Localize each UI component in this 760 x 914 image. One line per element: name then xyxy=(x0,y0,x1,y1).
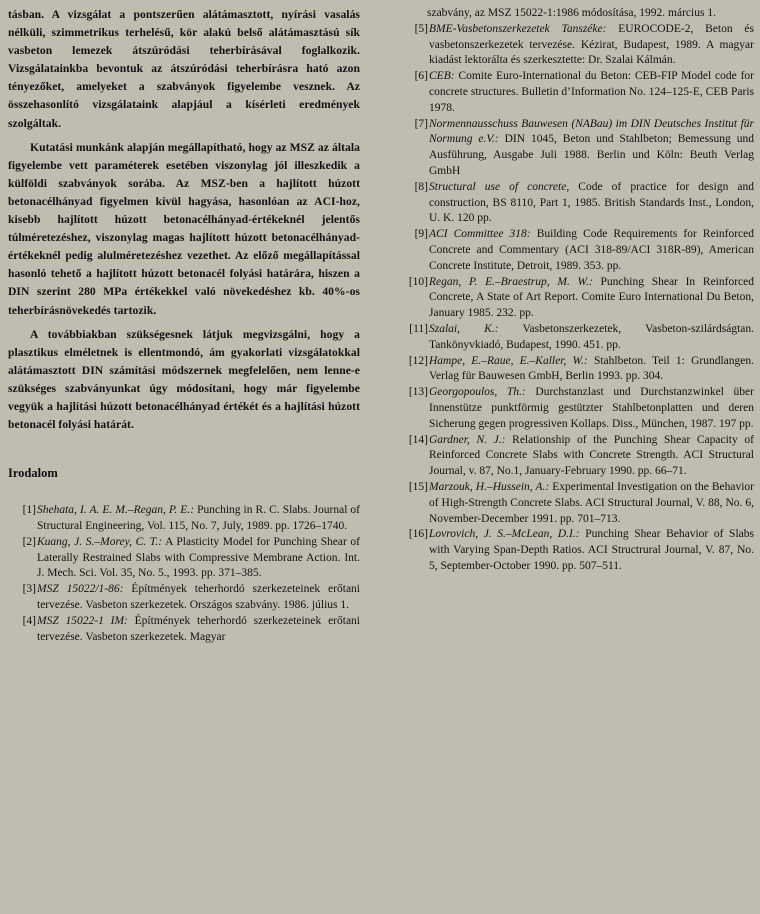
reference-continuation: szabvány, az MSZ 15022-1:1986 módosítása, 1992. március 1. xyxy=(427,7,716,19)
reference-item xyxy=(398,480,754,527)
reference-item xyxy=(398,322,754,354)
reference-number: [5] xyxy=(414,22,428,35)
right-column xyxy=(398,6,754,575)
reference-number: [7] xyxy=(414,117,428,130)
reference-number: [10] xyxy=(408,275,428,288)
reference-author: Gardner, N. J.: xyxy=(429,433,506,446)
reference-number: [2] xyxy=(22,535,36,548)
reference-item xyxy=(398,227,754,274)
reference-item xyxy=(8,614,360,646)
section-title: Irodalom xyxy=(8,466,58,481)
reference-number: [3] xyxy=(22,583,36,596)
reference-number: [15] xyxy=(408,480,428,493)
reference-number: [11] xyxy=(409,322,428,335)
reference-text: Building Code Requirements for Reinforced Concrete and Commentary (ACI 318-89/ACI 318R-89), American Concrete Institute, Detroit, 1989. 353. pp. xyxy=(429,228,754,272)
reference-text: Punching Shear Behavior of Slabs with Varying Span-Depth Ratios. ACI Structrural Journal, V. 87, No. 5, September-October 1990. pp. 507–511. xyxy=(429,528,754,572)
reference-list xyxy=(398,22,754,575)
reference-item xyxy=(398,22,754,69)
reference-author: MSZ 15022/1-86: xyxy=(37,583,124,596)
reference-item xyxy=(398,180,754,227)
reference-item xyxy=(398,69,754,116)
reference-number: [4] xyxy=(22,614,36,627)
reference-author: Georgopoulos, Th.: xyxy=(429,386,526,399)
reference-text: Stahlbeton. Teil 1: Grundlangen. Verlag für Bauwesen GmbH, Berlin 1993. pp. 304. xyxy=(429,354,754,383)
reference-number: [16] xyxy=(408,528,428,541)
reference-item xyxy=(8,582,360,614)
reference-item xyxy=(398,527,754,574)
reference-item xyxy=(398,275,754,322)
reference-author: BME-Vasbetonszerkezetek Tanszéke: xyxy=(429,22,607,35)
reference-text: Relationship of the Punching Shear Capacity of Reinforced Concrete Slabs with Concrete Strength. ACI Structural Journal, v. 87, No.1, January-February 1990. pp. 66–71. xyxy=(429,433,754,478)
reference-number: [14] xyxy=(408,433,428,446)
reference-author: Normennausschuss Bauwesen (NABau) im DIN Deutsches Institut für Normung e.V.: xyxy=(429,117,754,146)
reference-text: Építmények teherhordó szerkezeteinek erőtani tervezése. Vasbeton szerkezetek. Magyar xyxy=(37,614,361,643)
reference-author: Szalai, K.: xyxy=(429,322,499,335)
reference-number: [6] xyxy=(414,70,428,83)
reference-text: DIN 1045, Beton und Stahlbeton; Bemessung und Ausführung, Ausgabe Juli 1988. Berlin und Köln: Beuth Verlag GmbH xyxy=(429,133,754,177)
reference-text: EUROCODE-2, Beton és vasbetonszerkezetek tervezése. Kézirat, Budapest, 1989. A magyar kiadást lektorálta és szerkesztette: Dr. Szalai Kálmán. xyxy=(429,22,754,67)
reference-text: A Plasticity Model for Punching Shear of Laterally Restrained Slabs with Compressive Membrane Action. Int. J. Mech. Sci. Vol. 35, No. 5., 1993. pp. 371–385. xyxy=(37,535,360,580)
reference-text: Punching in R. C. Slabs. Journal of Structural Engineering, Vol. 115, No. 7, July, 1989. pp. 1726–1740. xyxy=(37,504,361,532)
reference-number: [12] xyxy=(408,354,428,367)
reference-author: ACI Committee 318: xyxy=(429,228,531,241)
body-paragraph: A továbbiakban szükségesnek látjuk megvizsgálni, hogy a plasztikus elméletnek is ellentmondó, ám gyakorlati vizsgálatokkal alátámasztott DIN számítási módszernek megfelelően, nem lenne-e szükséges szabványunkat úgy módosítani, hogy már figyelembe vegyük a hajlítási húzott betonacélhányad értékét és a hajlítási húzott betonacél folyási határát. xyxy=(8,327,360,432)
reference-item xyxy=(398,385,754,432)
reference-author: Kuang, J. S.–Morey, C. T.: xyxy=(37,535,163,548)
reference-author: Shehata, I. A. E. M.–Regan, P. E.: xyxy=(37,504,195,517)
reference-number: [9] xyxy=(414,228,428,241)
reference-number: [1] xyxy=(22,504,36,517)
reference-item xyxy=(398,117,754,180)
reference-text: Experimental Investigation on the Behavior of High-Strength Concrete Slabs. ACI Structural Journal, V. 88, No. 6, November-December 1991. pp. 701–713. xyxy=(429,480,754,525)
reference-author: MSZ 15022-1 IM: xyxy=(37,614,128,627)
reference-list xyxy=(8,503,360,645)
reference-item xyxy=(8,535,360,582)
reference-text: Durchstanzlast und Durchstanzwinkel über Innenstütze punktförmig gestützter Stahlbetonplatten und deren Sicherung gegen progressiven Kollaps. Diss., München, 1987. 197 pp. xyxy=(429,386,754,430)
body-paragraph: Kutatási munkánk alapján megállapítható, hogy az MSZ az általa figyelembe vett paraméterek esetében viszonylag jól illeszkedik a külföldi szabványok sorába. Az MSZ-ben a hajlított húzott betonacélhányad figyelmen kívül hagyása, hasonlóan az ACI-hoz, kisebb hajlított húzott betonacélhányad-értékeknél jelentős túlméretezéshez, viszonylag magas hajlított húzott betonacélhányad-értékeknél pedig alulméretezéshez vezethet. Az előző megállapítással hasonló tehető a hajlított húzott betonacél folyási határára, hiszen a DIN szerint 280 MPa értékekkel való növekedéshez kb. 40%-os teherbírásnövekedés tartozik. xyxy=(8,140,360,317)
reference-author: Regan, P. E.–Braestrup, M. W.: xyxy=(429,275,593,288)
reference-author: Lovrovich, J. S.–McLean, D.I.: xyxy=(429,528,580,541)
reference-text: Punching Shear In Reinforced Concrete, A State of Art Report. Comite Euro International Du Beton, January 1985. 232. pp. xyxy=(429,275,754,320)
reference-item xyxy=(398,433,754,480)
reference-number: [8] xyxy=(414,180,428,193)
reference-author: Hampe, E.–Raue, E.–Kaller, W.: xyxy=(429,354,588,367)
reference-author: CEB: xyxy=(429,70,455,83)
body-paragraph: tásban. A vizsgálat a pontszerűen alátámasztott, nyírási vasalás nélküli, szimmetrikus terhelésű, kör alakú belső alátámasztású sík vasbeton lemezek átszúródási teherbírásával foglalkozik. Vizsgálatainkba bevontuk az átszúródási teherbírásra ható azon tényezőket, amelyeket a szabványok figyelembe vesznek. Az összehasonlító vizsgálataink alapjául a kísérleti eredmények szolgáltak. xyxy=(8,8,360,130)
reference-item xyxy=(398,354,754,386)
reference-number: [13] xyxy=(408,386,428,399)
left-column xyxy=(8,6,360,645)
reference-text: Comite Euro-International du Beton: CEB-FIP Model code for concrete structures. Bulletin d’Information No. 124–125-E, CEB Paris 1978. xyxy=(429,70,754,114)
reference-text: Vasbetonszerkezetek, Vasbeton-szilárdságtan. Tankönyvkiadó, Budapest, 1990. 451. pp. xyxy=(429,322,754,351)
reference-author: Marzouk, H.–Hussein, A.: xyxy=(429,480,550,493)
reference-author: Structural use of concrete, xyxy=(429,180,570,193)
reference-text: Code of practice for design and construction, BS 8110, Part 1, 1985. British Standards Inst., London, U. K. 120 pp. xyxy=(429,180,755,225)
reference-item xyxy=(8,503,360,535)
reference-text: Építmények teherhordó szerkezeteinek erőtani tervezése. Vasbeton szerkezetek. Országos szabvány. 1986. július 1. xyxy=(37,583,360,611)
